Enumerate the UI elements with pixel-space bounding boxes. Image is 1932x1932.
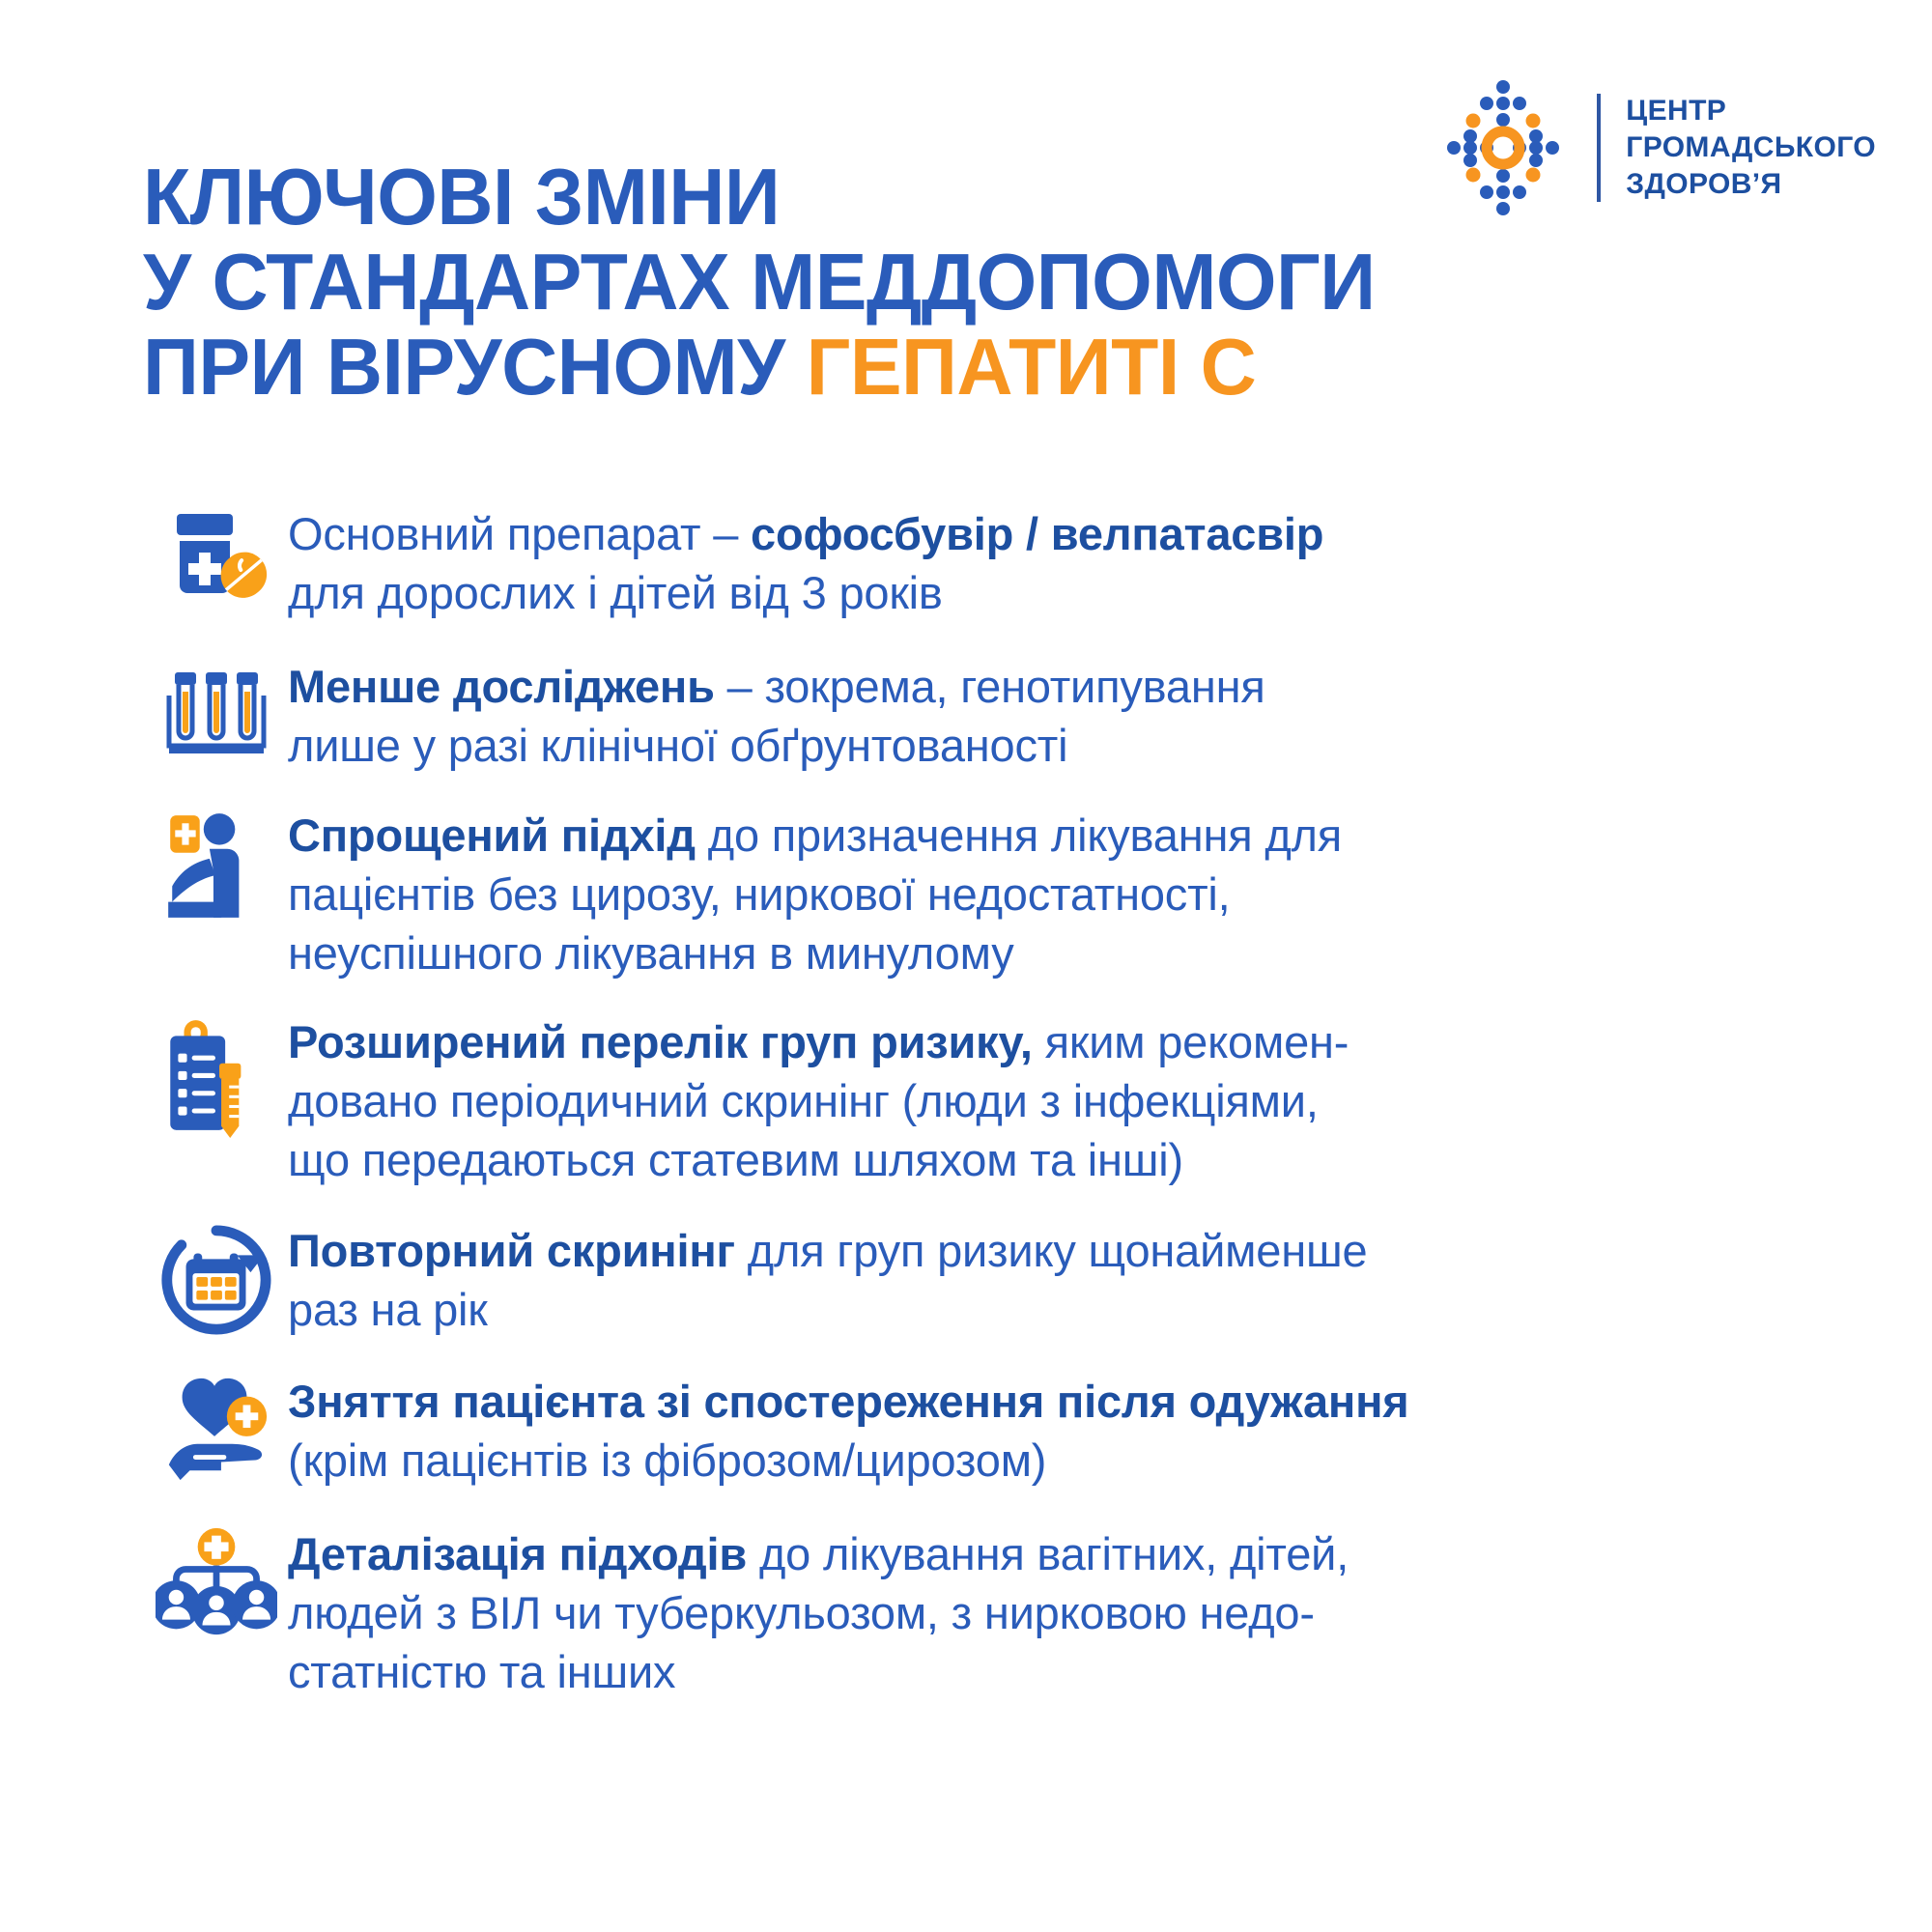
list-item-text bbox=[288, 1522, 1806, 1701]
list-item-line: що передаються статевим шляхом та інші) bbox=[288, 1134, 1183, 1186]
text-run: яким рекомен- bbox=[1032, 1016, 1350, 1067]
text-run: до призначення лікування для bbox=[695, 810, 1343, 861]
list-item-line bbox=[288, 1372, 1806, 1431]
text-run-bold: софосбувір / велпатасвір bbox=[751, 508, 1324, 559]
list-item-text bbox=[288, 1370, 1806, 1490]
logo-line-2: ГРОМАДСЬКОГО bbox=[1626, 130, 1876, 163]
list-item-line bbox=[288, 1221, 1806, 1280]
logo-line-3: ЗДОРОВ’Я bbox=[1626, 168, 1782, 201]
list-item-line: статністю та інших bbox=[288, 1646, 676, 1698]
list-item-line: пацієнтів без цирозу, ниркової недостатності, bbox=[288, 868, 1231, 921]
text-run: Основний препарат – bbox=[288, 508, 751, 559]
logo-line-1: ЦЕНТР bbox=[1626, 94, 1727, 127]
title-line-2: У СТАНДАРТАХ МЕДДОПОМОГИ bbox=[143, 236, 1376, 327]
list-item-line: раз на рік bbox=[288, 1284, 488, 1336]
list-item bbox=[145, 1010, 1806, 1194]
title-line-3-prefix: ПРИ ВІРУСНОМУ bbox=[143, 321, 807, 412]
title-line-3 bbox=[143, 321, 1736, 412]
list-item-line: неуспішного лікування в минулому bbox=[288, 927, 1014, 980]
list-item-line bbox=[288, 1524, 1806, 1583]
list-item-line: (крім пацієнтів із фіброзом/цирозом) bbox=[288, 1435, 1047, 1487]
text-run-bold: Деталізація підходів bbox=[288, 1528, 748, 1579]
people-group-health-icon bbox=[145, 1522, 288, 1706]
page-title bbox=[143, 152, 1785, 412]
list-item-line: лише у разі клінічної обґрунтованості bbox=[288, 720, 1068, 772]
list-item-text bbox=[288, 1010, 1806, 1189]
title-line-3-accent: ГЕПАТИТІ С bbox=[806, 321, 1257, 412]
list-item bbox=[145, 1219, 1806, 1345]
patient-examination-icon bbox=[145, 804, 288, 987]
key-changes-list bbox=[145, 502, 1806, 1706]
text-run-bold: Розширений перелік груп ризику, bbox=[288, 1016, 1033, 1067]
list-item bbox=[145, 502, 1806, 628]
title-line-1: КЛЮЧОВІ ЗМІНИ bbox=[143, 152, 781, 242]
pill-bottle-capsule-icon bbox=[145, 502, 288, 628]
list-item-line: довано періодичний скринінг (люди з інфекціями, bbox=[288, 1075, 1319, 1127]
list-item bbox=[145, 655, 1806, 781]
text-run-bold: Менше досліджень bbox=[288, 661, 715, 712]
text-run-bold: Зняття пацієнта зі спостереження після одужання bbox=[288, 1376, 1409, 1427]
list-item bbox=[145, 1370, 1806, 1495]
list-item bbox=[145, 1522, 1806, 1706]
list-item-line: для дорослих і дітей від 3 років bbox=[288, 567, 943, 619]
text-run: до лікування вагітних, дітей, bbox=[747, 1528, 1350, 1579]
list-item-text bbox=[288, 804, 1806, 982]
list-item-text bbox=[288, 1219, 1806, 1339]
list-item bbox=[145, 804, 1806, 987]
list-item-line bbox=[288, 1012, 1806, 1071]
calendar-repeat-icon bbox=[145, 1219, 288, 1345]
list-item-line bbox=[288, 504, 1806, 563]
text-run-bold: Повторний скринінг bbox=[288, 1225, 735, 1276]
text-run: для груп ризику щонайменше bbox=[734, 1225, 1368, 1276]
list-item-line bbox=[288, 806, 1806, 865]
heart-in-hand-icon bbox=[145, 1370, 288, 1495]
text-run: – зокрема, генотипування bbox=[714, 661, 1265, 712]
text-run-bold: Спрощений підхід bbox=[288, 810, 696, 861]
clipboard-checklist-icon bbox=[145, 1010, 288, 1194]
test-tubes-icon bbox=[145, 655, 288, 781]
list-item-line bbox=[288, 657, 1806, 716]
list-item-text bbox=[288, 502, 1806, 622]
list-item-line: людей з ВІЛ чи туберкульозом, з нирковою недо- bbox=[288, 1587, 1315, 1639]
list-item-text bbox=[288, 655, 1806, 775]
